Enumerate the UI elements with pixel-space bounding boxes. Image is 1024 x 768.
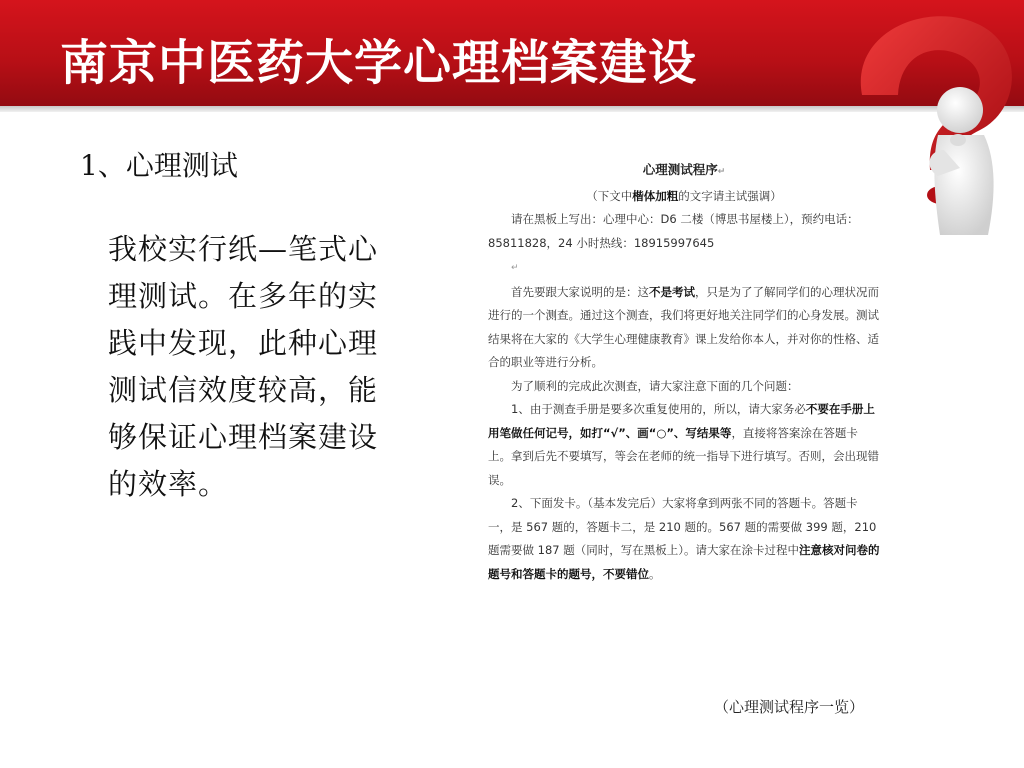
paragraph-mark-icon: ↵ xyxy=(717,167,726,177)
doc-title: 心理测试程序 xyxy=(642,162,718,177)
doc-paragraph-2: 首先要跟大家说明的是：这不是考试，只是为了了解同学们的心理状况而进行的一个测查。通过这个测查，我们将更好地关注同学们的心身发展。测试结果将在大家的《大学生心理健康教育》课上发给你本人，并对你的性格、适合的职业等进行分析。 xyxy=(488,284,879,369)
doc-paragraph-5: 2、下面发卡。（基本发完后）大家将拿到两张不同的答题卡。答题卡一，是 567 题的，答题卡二，是 210 题的。567 题的需要做 399 题，210 题需要做 187 题（同时，写在黑板上）。请大家在涂卡过程中注意核对问卷的题号和答题卡的题号，不要错位。 xyxy=(488,496,880,581)
body-paragraph: 我校实行纸—笔式心理测试。在多年的实践中发现，此种心理测试信效度较高，能够保证心理档案建设的效率。 xyxy=(108,232,379,501)
doc-paragraph-1: 请在黑板上写出：心理中心：D6 二楼（博思书屋楼上），预约电话：85811828，24 小时热线：18915997645 xyxy=(488,212,859,250)
slide-title: 南京中医药大学心理档案建设 xyxy=(60,35,698,91)
doc-empty-line: ↵ xyxy=(511,263,519,273)
doc-paragraph-4: 1、由于测查手册是要多次重复使用的，所以，请大家务必不要在手册上用笔做任何记号，如打“√”、画“○”、写结果等，直接将答案涂在答题卡上。拿到后先不要填写，等会在老师的统一指导下进行填写。否则，会出现错误。 xyxy=(488,402,879,487)
doc-subtitle: （下文中楷体加粗的文字请主试强调） xyxy=(586,188,782,203)
document-screenshot xyxy=(488,152,880,682)
section-heading: 1、心理测试 xyxy=(80,149,238,182)
figure-caption: （心理测试程序一览） xyxy=(714,698,865,716)
doc-paragraph-3: 为了顺利的完成此次测查，请大家注意下面的几个问题： xyxy=(511,378,799,393)
